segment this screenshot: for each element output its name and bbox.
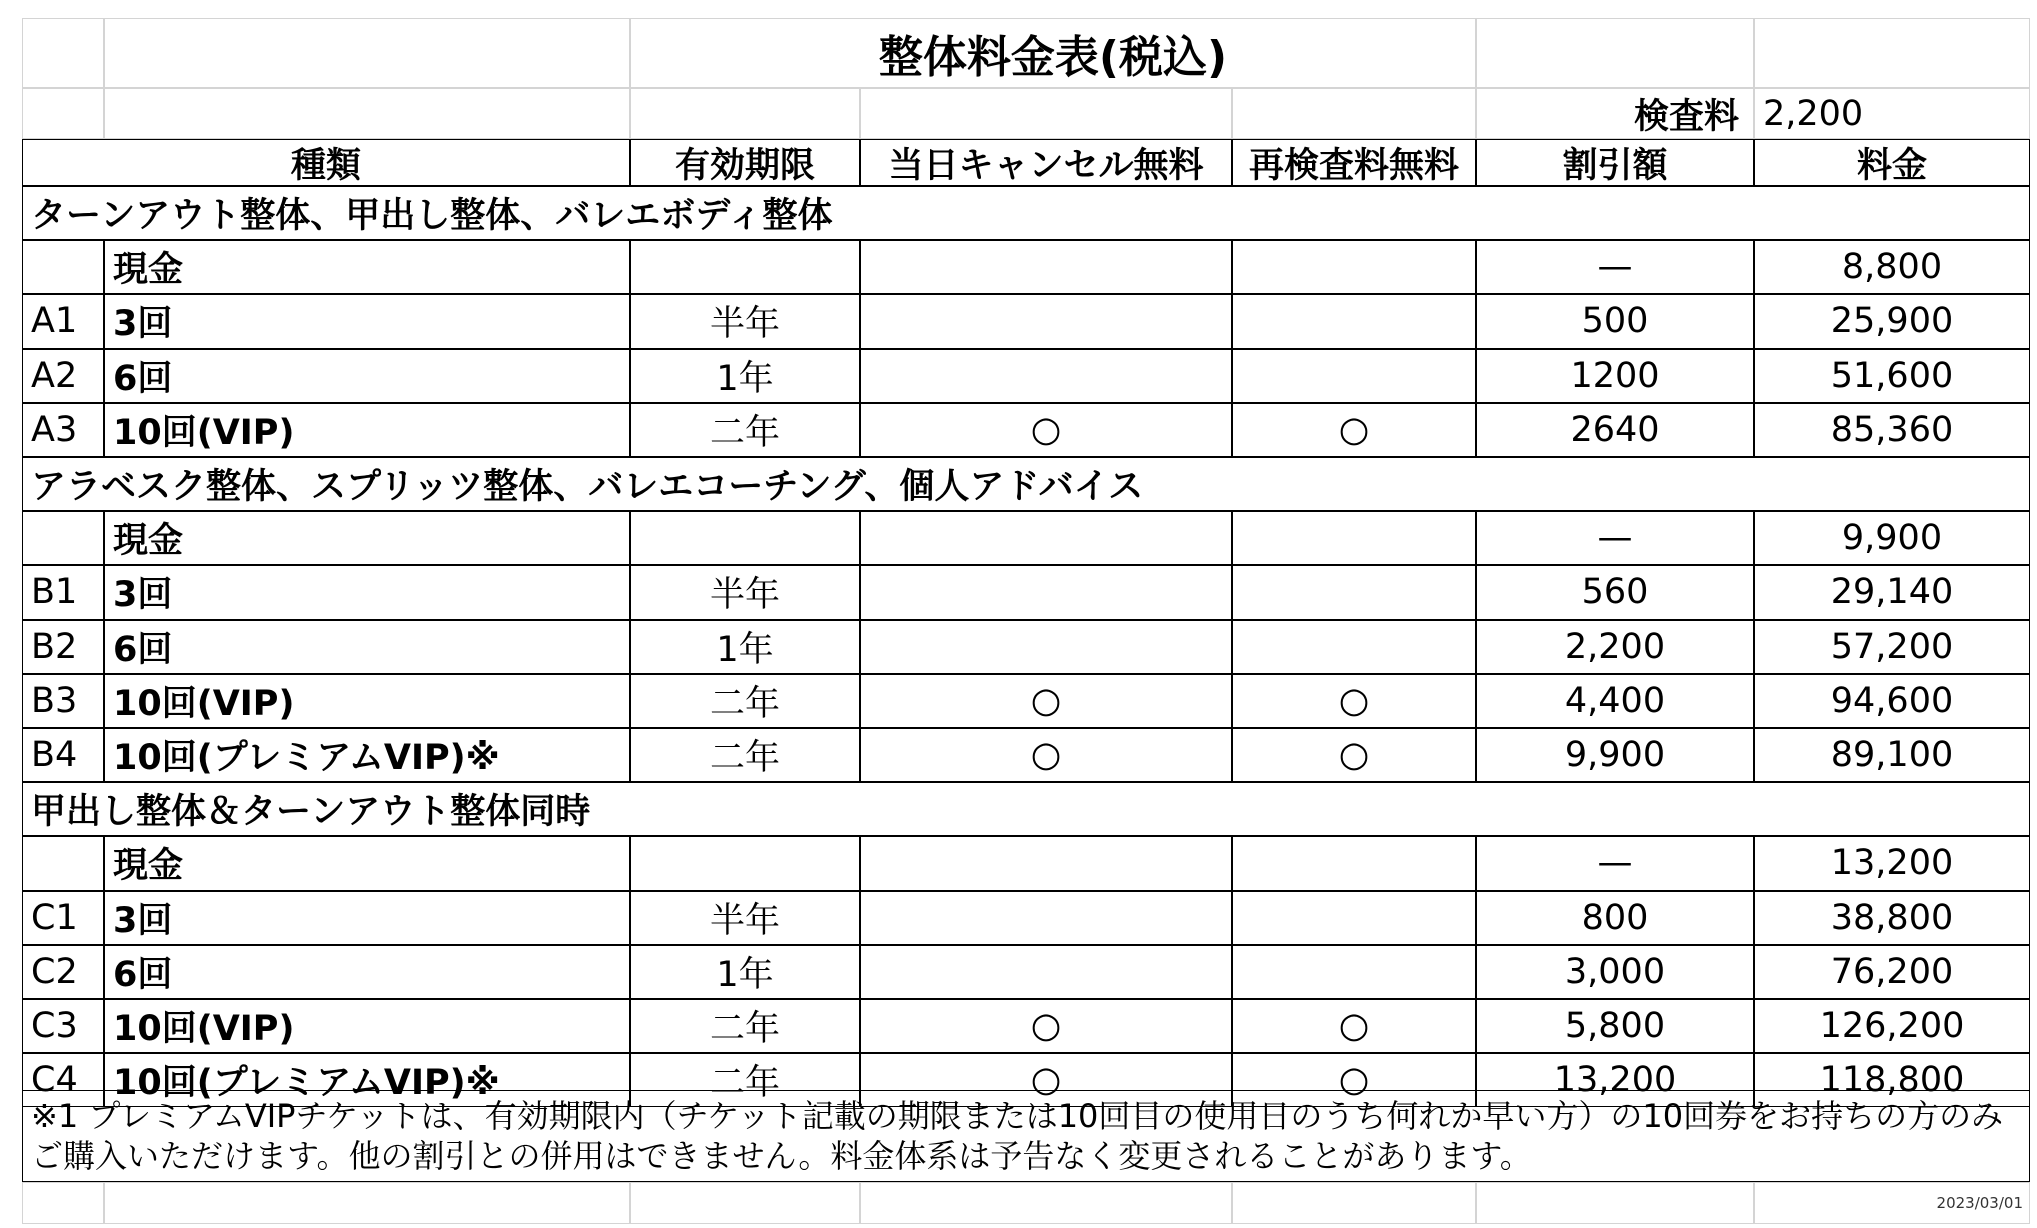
row-price: 126,200 — [1754, 999, 2030, 1053]
row-cancel-free — [860, 565, 1232, 619]
row-period — [630, 240, 860, 294]
row-ticket-type: 10回(プレミアムVIP)※ — [104, 1053, 630, 1107]
row-code — [22, 240, 104, 294]
row-code: B1 — [22, 565, 104, 619]
row-period: 1年 — [630, 349, 860, 403]
row-ticket-type: 10回(プレミアムVIP)※ — [104, 728, 630, 782]
row-cancel-free: ○ — [860, 403, 1232, 457]
row-code: A2 — [22, 349, 104, 403]
empty-cell — [630, 1182, 860, 1224]
section-title: アラベスク整体、スプリッツ整体、バレエコーチング、個人アドバイス — [22, 457, 2030, 511]
row-recheck-free: ○ — [1232, 674, 1476, 728]
empty-cell — [22, 88, 104, 139]
row-price: 29,140 — [1754, 565, 2030, 619]
row-discount: 9,900 — [1476, 728, 1754, 782]
row-ticket-type: 3回 — [104, 565, 630, 619]
row-code: B4 — [22, 728, 104, 782]
row-code: C2 — [22, 945, 104, 999]
date-stamp: 2023/03/01 — [1754, 1182, 2030, 1224]
row-price: 85,360 — [1754, 403, 2030, 457]
row-cancel-free — [860, 945, 1232, 999]
row-ticket-type: 6回 — [104, 620, 630, 674]
row-recheck-free — [1232, 565, 1476, 619]
row-period — [630, 511, 860, 565]
row-ticket-type: 3回 — [104, 891, 630, 945]
header-price: 料金 — [1754, 139, 2030, 186]
empty-cell — [860, 88, 1232, 139]
footnote: ※1 プレミアムVIPチケットは、有効期限内（チケット記載の期限または10回目の使用日のうち何れか早い方）の10回券をお持ちの方のみご購入いただけます。他の割引との併用はできません。料金体系は予告なく変更されることがあります。 — [22, 1090, 2030, 1182]
row-price: 13,200 — [1754, 836, 2030, 890]
row-period — [630, 836, 860, 890]
row-cancel-free: ○ — [860, 1053, 1232, 1107]
row-ticket-type: 3回 — [104, 294, 630, 348]
row-cancel-free — [860, 294, 1232, 348]
row-code: B2 — [22, 620, 104, 674]
row-discount: 2640 — [1476, 403, 1754, 457]
section-title: ターンアウト整体、甲出し整体、バレエボディ整体 — [22, 186, 2030, 240]
row-price: 94,600 — [1754, 674, 2030, 728]
row-code: C3 — [22, 999, 104, 1053]
row-period: 1年 — [630, 945, 860, 999]
row-period: 半年 — [630, 565, 860, 619]
row-cancel-free — [860, 349, 1232, 403]
row-period: 半年 — [630, 891, 860, 945]
row-price: 118,800 — [1754, 1053, 2030, 1107]
row-recheck-free: ○ — [1232, 403, 1476, 457]
row-recheck-free — [1232, 349, 1476, 403]
empty-cell — [1476, 1182, 1754, 1224]
empty-cell — [1232, 1182, 1476, 1224]
header-discount: 割引額 — [1476, 139, 1754, 186]
row-period: 1年 — [630, 620, 860, 674]
row-cancel-free — [860, 891, 1232, 945]
row-recheck-free: ○ — [1232, 999, 1476, 1053]
row-discount: 560 — [1476, 565, 1754, 619]
empty-cell — [630, 88, 860, 139]
row-period: 二年 — [630, 674, 860, 728]
row-price: 9,900 — [1754, 511, 2030, 565]
row-recheck-free: ○ — [1232, 728, 1476, 782]
row-ticket-type: 10回(VIP) — [104, 403, 630, 457]
header-type: 種類 — [22, 139, 630, 186]
row-recheck-free — [1232, 945, 1476, 999]
row-code: B3 — [22, 674, 104, 728]
row-period: 二年 — [630, 403, 860, 457]
header-cancel-free: 当日キャンセル無料 — [860, 139, 1232, 186]
row-code: C4 — [22, 1053, 104, 1107]
row-price: 38,800 — [1754, 891, 2030, 945]
row-price: 8,800 — [1754, 240, 2030, 294]
row-discount: 2,200 — [1476, 620, 1754, 674]
row-price: 25,900 — [1754, 294, 2030, 348]
row-code — [22, 836, 104, 890]
row-ticket-type: 6回 — [104, 945, 630, 999]
empty-cell — [1754, 18, 2030, 88]
header-recheck-free: 再検査料無料 — [1232, 139, 1476, 186]
row-price: 51,600 — [1754, 349, 2030, 403]
row-discount: 13,200 — [1476, 1053, 1754, 1107]
row-code — [22, 511, 104, 565]
row-price: 89,100 — [1754, 728, 2030, 782]
row-price: 57,200 — [1754, 620, 2030, 674]
row-discount: 3,000 — [1476, 945, 1754, 999]
exam-fee-label: 検査料 — [1476, 88, 1754, 139]
row-recheck-free — [1232, 836, 1476, 890]
empty-cell — [860, 1182, 1232, 1224]
page-title: 整体料金表(税込) — [630, 18, 1476, 88]
row-discount: 800 — [1476, 891, 1754, 945]
row-cancel-free: ○ — [860, 999, 1232, 1053]
row-discount: 5,800 — [1476, 999, 1754, 1053]
header-period: 有効期限 — [630, 139, 860, 186]
row-ticket-type: 6回 — [104, 349, 630, 403]
empty-cell — [104, 18, 630, 88]
row-code: A3 — [22, 403, 104, 457]
row-discount: — — [1476, 511, 1754, 565]
row-recheck-free — [1232, 294, 1476, 348]
row-cancel-free: ○ — [860, 674, 1232, 728]
row-discount: 500 — [1476, 294, 1754, 348]
row-period: 二年 — [630, 1053, 860, 1107]
row-recheck-free — [1232, 620, 1476, 674]
row-period: 二年 — [630, 999, 860, 1053]
row-recheck-free: ○ — [1232, 1053, 1476, 1107]
empty-cell — [1232, 88, 1476, 139]
row-discount: 4,400 — [1476, 674, 1754, 728]
row-discount: — — [1476, 836, 1754, 890]
empty-cell — [1476, 18, 1754, 88]
row-cancel-free — [860, 511, 1232, 565]
row-ticket-type: 現金 — [104, 836, 630, 890]
row-ticket-type: 現金 — [104, 240, 630, 294]
empty-cell — [104, 1182, 630, 1224]
row-code: A1 — [22, 294, 104, 348]
row-discount: 1200 — [1476, 349, 1754, 403]
row-recheck-free — [1232, 240, 1476, 294]
row-price: 76,200 — [1754, 945, 2030, 999]
row-cancel-free — [860, 836, 1232, 890]
row-discount: — — [1476, 240, 1754, 294]
row-cancel-free: ○ — [860, 728, 1232, 782]
row-period: 二年 — [630, 728, 860, 782]
row-ticket-type: 10回(VIP) — [104, 674, 630, 728]
empty-cell — [104, 88, 630, 139]
exam-fee-value: 2,200 — [1754, 88, 2030, 139]
row-ticket-type: 10回(VIP) — [104, 999, 630, 1053]
row-cancel-free — [860, 240, 1232, 294]
empty-cell — [22, 1182, 104, 1224]
row-ticket-type: 現金 — [104, 511, 630, 565]
row-cancel-free — [860, 620, 1232, 674]
row-recheck-free — [1232, 511, 1476, 565]
row-period: 半年 — [630, 294, 860, 348]
section-title: 甲出し整体＆ターンアウト整体同時 — [22, 782, 2030, 836]
row-code: C1 — [22, 891, 104, 945]
empty-cell — [22, 18, 104, 88]
row-recheck-free — [1232, 891, 1476, 945]
